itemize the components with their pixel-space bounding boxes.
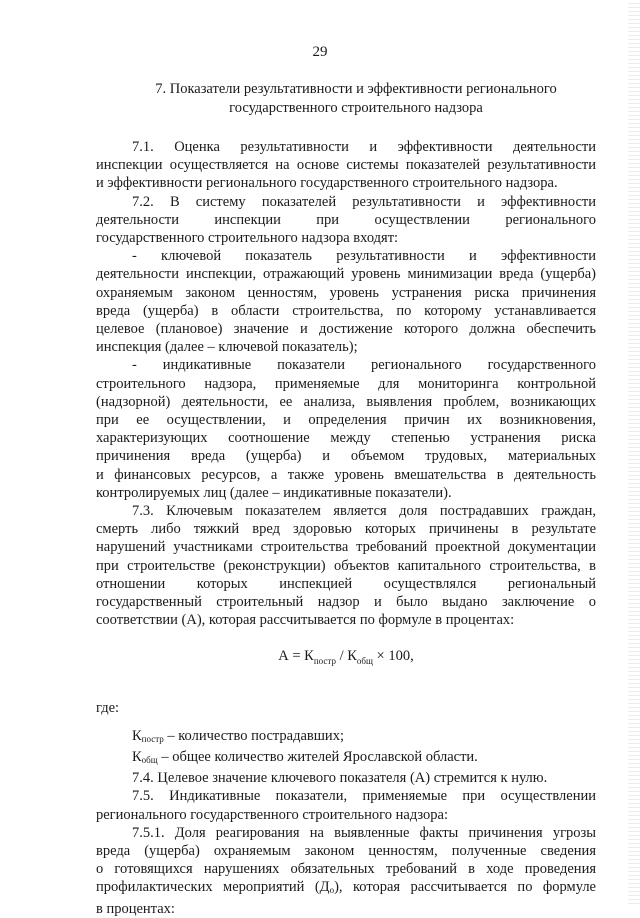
text-fragment: ), которая рассчитывается по формуле xyxy=(334,879,596,896)
text-line: при ее осуществлении, и определения причин их возникновения, xyxy=(96,412,596,429)
def-sub: общ xyxy=(141,754,158,765)
formula xyxy=(96,647,596,670)
def-text: – количество пострадавших; xyxy=(163,727,344,744)
formula-sub-2: общ xyxy=(356,656,373,667)
text-line: соответствии (А), которая рассчитывается по формуле в процентах: xyxy=(96,612,515,629)
section-title-line-2: государственного строительного надзора xyxy=(229,100,483,116)
text-line: государственного строительного надзора входят: xyxy=(96,230,399,247)
text-line: контролируемых лиц (далее – индикативные показатели). xyxy=(96,484,452,501)
page-number: 29 xyxy=(312,44,328,60)
text-line: охраняемым законом ценностям, уровень устранения риска причинения xyxy=(96,284,596,301)
def-symbol: К xyxy=(132,727,142,744)
text-line: смерть либо тяжкий вред здоровью которых причинены в результате xyxy=(96,521,596,538)
formula-rhs: × 100, xyxy=(372,648,414,665)
section-title xyxy=(96,80,616,118)
formula-mid: / К xyxy=(335,648,357,665)
definition-line xyxy=(96,748,596,769)
text-line: 7.5. Индикативные показатели, применяемые при осуществлении xyxy=(132,788,596,805)
text-line: - ключевой показатель результативности и эффективности xyxy=(132,248,596,265)
formula-sub-1: постр xyxy=(313,656,336,667)
def-sub: постр xyxy=(141,733,164,744)
text-fragment: профилактических мероприятий (Д xyxy=(96,879,330,896)
text-line: и финансовых ресурсов, а также уровень вмешательства в деятельность xyxy=(96,466,596,483)
text-line: 7.2. В систему показателей результативности и эффективности xyxy=(132,193,596,210)
text-line: целевое (плановое) значение и достижение которого должна обеспечить xyxy=(96,321,596,338)
scan-edge xyxy=(628,0,640,905)
text-line: в процентах: xyxy=(96,900,175,917)
text-line: 7.5.1. Доля реагирования на выявленные факты причинения угрозы xyxy=(132,824,596,841)
formula-lhs: А = К xyxy=(278,648,314,665)
def-symbol: К xyxy=(132,748,142,765)
text-line: деятельности инспекции, отражающий уровень минимизации вреда (ущерба) xyxy=(96,266,596,283)
text-line: 7.4. Целевое значение ключевого показателя (А) стремится к нулю. xyxy=(132,770,548,787)
section-title-line-1: 7. Показатели результативности и эффективности регионального xyxy=(155,81,557,97)
text-line: вреда (ущерба) охраняемым законом ценностям, полученные сведения xyxy=(96,843,596,859)
text-line: регионального государственного строительного надзора: xyxy=(96,806,448,823)
sub-index: о xyxy=(329,885,335,896)
text-line: при строительстве (реконструкции) объектов капитального строительства, в xyxy=(96,557,596,574)
text-line: и эффективности регионального государственного строительного надзора. xyxy=(96,175,558,192)
document-body xyxy=(96,138,596,918)
def-text: – общее количество жителей Ярославской области. xyxy=(157,748,478,765)
text-line: причинения вреда (ущерба) и объемом трудовых, материальных xyxy=(96,448,596,465)
text-line: о готовящихся нарушениях обязательных требований в ходе проведения xyxy=(96,861,596,878)
text-line: инспекция (далее – ключевой показатель); xyxy=(96,339,358,356)
text-line: деятельности инспекции при осуществлении регионального xyxy=(96,211,596,228)
text-line: инспекции осуществляется на основе системы показателей результативности xyxy=(96,157,596,174)
text-line: - индикативные показатели регионального государственного xyxy=(132,357,596,374)
text-line: 7.1. Оценка результативности и эффективности деятельности xyxy=(132,139,596,155)
text-line: 7.3. Ключевым показателем является доля пострадавших граждан, xyxy=(132,503,596,520)
text-line: строительного надзора, применяемые для мониторинга контрольной xyxy=(96,375,596,392)
text-line: вреда (ущерба) в области строительства, по которому устанавливается xyxy=(96,302,596,319)
text-line: отношении которых инспекцией осуществлялся региональный xyxy=(96,575,596,592)
text-line: (надзорной) деятельности, ее анализа, выявления проблем, возникающих xyxy=(96,393,596,410)
text-line: характеризующих соотношение между степенью устранения риска xyxy=(96,430,596,447)
definition-line xyxy=(96,727,596,748)
text-line: государственный строительный надзор и было выдано заключение о xyxy=(96,594,596,611)
text-line xyxy=(96,878,596,899)
text-line: нарушений участниками строительства требований проектной документации xyxy=(96,539,596,556)
where-label: где: xyxy=(96,699,120,716)
